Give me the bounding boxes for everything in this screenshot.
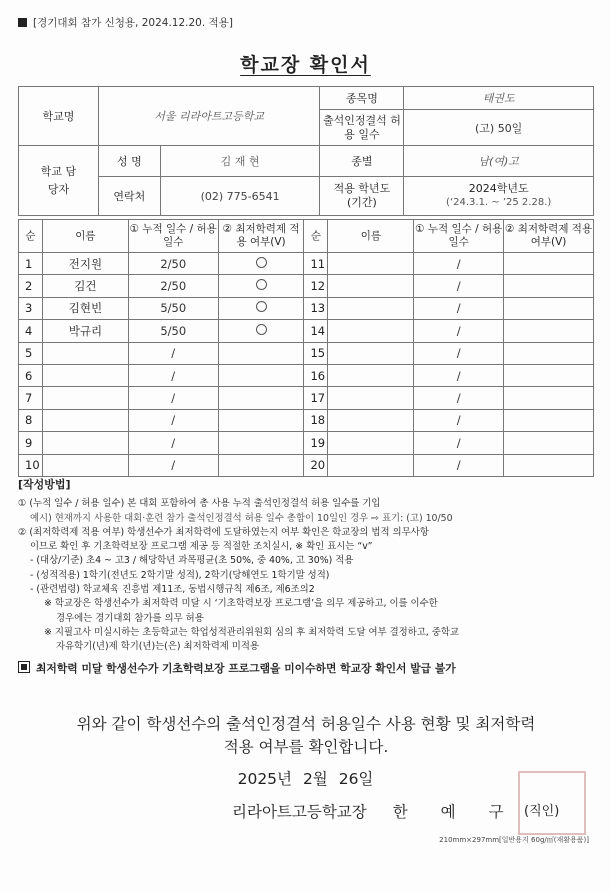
issue-date: 2025년 2월 26일 — [237, 770, 374, 788]
row-number: 11 — [304, 253, 328, 275]
row-number: 4 — [19, 320, 43, 342]
absence-days-used: 2/50 — [128, 275, 218, 297]
absence-days-used: / — [128, 342, 218, 364]
absence-days-value: (고) 50일 — [404, 110, 594, 146]
instruction-line: ※ 지필고사 미실시하는 초등학교는 학업성적관리위원회 심의 후 최저학력 도달 여부 결정하고, 중학교 — [44, 626, 459, 638]
min-academic-mark — [218, 364, 304, 386]
header-note: [경기대회 참가 신청용, 2024.12.20. 적용] — [18, 15, 233, 30]
absence-days-used: / — [414, 253, 504, 275]
student-name — [328, 432, 414, 454]
row-number: 15 — [304, 342, 328, 364]
roster-header-row — [19, 220, 594, 253]
col-days-right: ① 누적 일수 / 허용 일수 — [414, 220, 504, 253]
student-name — [328, 275, 414, 297]
principal-title: 리라아트고등학교장 — [232, 803, 367, 821]
student-name: 김현빈 — [42, 297, 128, 319]
instruction-line: 예시) 현재까지 사용한 대회·훈련 참가 출석인정결석 허용 일수 총합이 10일인 경우 ⇨ 표기: (고) 10/50 — [30, 512, 453, 524]
school-year-cell — [404, 177, 594, 216]
absence-days-used: / — [414, 297, 504, 319]
circle-mark-icon — [256, 324, 267, 335]
col-no-left: 순 — [19, 220, 43, 253]
table-row — [19, 432, 594, 454]
absence-days-used: 2/50 — [128, 253, 218, 275]
instruction-line: ① (누적 일수 / 허용 일수) 본 대회 포함하여 총 사용 누적 출석인정결석 허용 일수를 기입 — [18, 498, 381, 510]
instruction-line: ※ 학교장은 학생선수가 최저학력 미달 시 ‘기초학력보장 프로그램’을 의무 제공하고, 이를 이수한 — [44, 598, 438, 610]
contact-value: (02) 775-6541 — [160, 177, 320, 216]
absence-days-used: / — [414, 342, 504, 364]
col-min-right: ② 최저학력제 적용 여부(V) — [504, 220, 594, 253]
student-name — [42, 387, 128, 409]
student-name — [42, 364, 128, 386]
table-row — [19, 320, 594, 342]
student-name: 박규리 — [42, 320, 128, 342]
absence-days-used: / — [128, 409, 218, 431]
min-academic-mark — [218, 320, 304, 342]
table-row — [19, 409, 594, 431]
school-info-table — [18, 86, 594, 216]
table-row — [19, 454, 594, 476]
category-value: 남(여)고 — [404, 146, 594, 177]
checkbox-icon — [18, 661, 30, 673]
absence-days-used: / — [414, 364, 504, 386]
student-name — [328, 409, 414, 431]
row-number: 19 — [304, 432, 328, 454]
col-no-right: 순 — [304, 220, 328, 253]
school-manager-label: 학교 담당자 — [19, 146, 99, 216]
row-number: 20 — [304, 454, 328, 476]
school-name-value: 서울 리라아트고등학교 — [98, 87, 320, 146]
absence-days-used: / — [414, 409, 504, 431]
circle-mark-icon — [256, 301, 267, 312]
instruction-line: 자유학기(년)제 학기(년)는(은) 최저학력제 미적용 — [56, 641, 259, 653]
instruction-line: - (관련법령) 학교체육 진흥법 제11조, 동법시행규칙 제6조, 제6조의2 — [30, 584, 315, 596]
student-name — [328, 342, 414, 364]
instruction-line: 경우에는 경기대회 참가를 의무 허용 — [56, 612, 204, 624]
principal-name: 한 예 구 — [392, 803, 518, 821]
sport-label: 종목명 — [320, 87, 404, 110]
manager-name-value: 김 재 현 — [160, 146, 320, 177]
min-academic-mark — [218, 409, 304, 431]
absence-days-used: / — [414, 275, 504, 297]
table-row — [19, 364, 594, 386]
seal-label: (직인) — [524, 804, 560, 819]
col-min-left: ② 최저학력제 적용 여부(V) — [218, 220, 304, 253]
min-academic-mark — [504, 297, 594, 319]
instruction-line: 이므로 확인 후 기초학력보장 프로그램 제공 등 적절한 조치실시, ※ 확인 표시는 “v” — [30, 541, 373, 553]
table-row — [19, 342, 594, 364]
min-academic-mark — [504, 342, 594, 364]
instruction-line: - (대상/기준) 초4 ~ 고3 / 해당학년 과목평균(초 50%, 중 40%, 고 30%) 적용 — [30, 555, 354, 567]
paper-size-footer: 210mm×297mm[일반용지 60g/㎡(재활용품)] — [439, 836, 589, 844]
table-row — [19, 297, 594, 319]
row-number: 16 — [304, 364, 328, 386]
row-number: 6 — [19, 364, 43, 386]
min-academic-mark — [504, 432, 594, 454]
col-days-left: ① 누적 일수 / 허용 일수 — [128, 220, 218, 253]
table-row — [19, 387, 594, 409]
absence-days-label: 출석인정결석 허용 일수 — [320, 110, 404, 146]
min-academic-mark — [504, 320, 594, 342]
student-name — [328, 297, 414, 319]
absence-days-used: 5/50 — [128, 297, 218, 319]
contact-label: 연락처 — [98, 177, 160, 216]
min-academic-mark — [504, 253, 594, 275]
category-label: 종별 — [320, 146, 404, 177]
min-academic-mark — [218, 297, 304, 319]
absence-days-used: / — [128, 432, 218, 454]
row-number: 8 — [19, 409, 43, 431]
absence-days-used: / — [128, 364, 218, 386]
student-name — [328, 364, 414, 386]
col-name-left: 이름 — [42, 220, 128, 253]
absence-days-used: 5/50 — [128, 320, 218, 342]
sport-value: 태권도 — [404, 87, 594, 110]
student-roster-table — [18, 219, 594, 477]
row-number: 9 — [19, 432, 43, 454]
table-row — [19, 253, 594, 275]
student-name: 전지원 — [42, 253, 128, 275]
school-name-label: 학교명 — [19, 87, 99, 146]
row-number: 2 — [19, 275, 43, 297]
confirmation-statement: 위와 같이 학생선수의 출석인정결석 허용일수 사용 현황 및 최저학력 적용 여부를 확인합니다. — [76, 715, 536, 756]
absence-days-used: / — [414, 432, 504, 454]
row-number: 5 — [19, 342, 43, 364]
row-number: 14 — [304, 320, 328, 342]
row-number: 10 — [19, 454, 43, 476]
student-name — [328, 253, 414, 275]
min-academic-mark — [218, 387, 304, 409]
student-name — [328, 320, 414, 342]
row-number: 18 — [304, 409, 328, 431]
min-academic-mark — [504, 454, 594, 476]
student-name — [42, 454, 128, 476]
min-academic-mark — [218, 432, 304, 454]
manager-name-label: 성 명 — [98, 146, 160, 177]
min-academic-mark — [218, 253, 304, 275]
min-academic-mark — [218, 275, 304, 297]
instruction-line: - (성적적용) 1학기(전년도 2학기말 성적), 2학기(당해연도 1학기말 성적) — [30, 569, 330, 581]
row-number: 13 — [304, 297, 328, 319]
min-academic-mark — [218, 342, 304, 364]
table-row — [19, 275, 594, 297]
student-name — [42, 432, 128, 454]
min-academic-mark — [218, 454, 304, 476]
principal-signature — [232, 800, 518, 822]
row-number: 3 — [19, 297, 43, 319]
min-academic-mark — [504, 364, 594, 386]
writing-instructions — [18, 478, 594, 676]
min-academic-mark — [504, 275, 594, 297]
student-name — [328, 387, 414, 409]
circle-mark-icon — [256, 279, 267, 290]
school-year-label: 적용 학년도 (기간) — [320, 177, 404, 216]
absence-days-used: / — [414, 454, 504, 476]
page-title: 학교장 확인서 — [240, 54, 371, 76]
school-year-period: (‘24.3.1. ~ ’25 2.28.) — [446, 197, 552, 208]
instruction-line: ② (최저학력제 적용 여부) 학생선수가 최저학력에 도달하였는지 여부 확인은 학교장의 법적 의무사항 — [18, 526, 429, 538]
row-number: 1 — [19, 253, 43, 275]
row-number: 7 — [19, 387, 43, 409]
absence-days-used: / — [128, 454, 218, 476]
absence-days-used: / — [128, 387, 218, 409]
row-number: 17 — [304, 387, 328, 409]
min-academic-mark — [504, 409, 594, 431]
absence-days-used: / — [414, 387, 504, 409]
row-number: 12 — [304, 275, 328, 297]
student-name — [328, 454, 414, 476]
student-name — [42, 342, 128, 364]
school-year-value: 2024학년도 — [468, 182, 529, 195]
min-academic-mark — [504, 387, 594, 409]
col-name-right: 이름 — [328, 220, 414, 253]
student-name — [42, 409, 128, 431]
warning-notice: 최저학력 미달 학생선수가 기초학력보장 프로그램을 미이수하면 학교장 확인서 발급 불가 — [18, 661, 594, 676]
absence-days-used: / — [414, 320, 504, 342]
instructions-heading: [작성방법] — [18, 478, 71, 491]
student-name: 김건 — [42, 275, 128, 297]
circle-mark-icon — [256, 257, 267, 268]
